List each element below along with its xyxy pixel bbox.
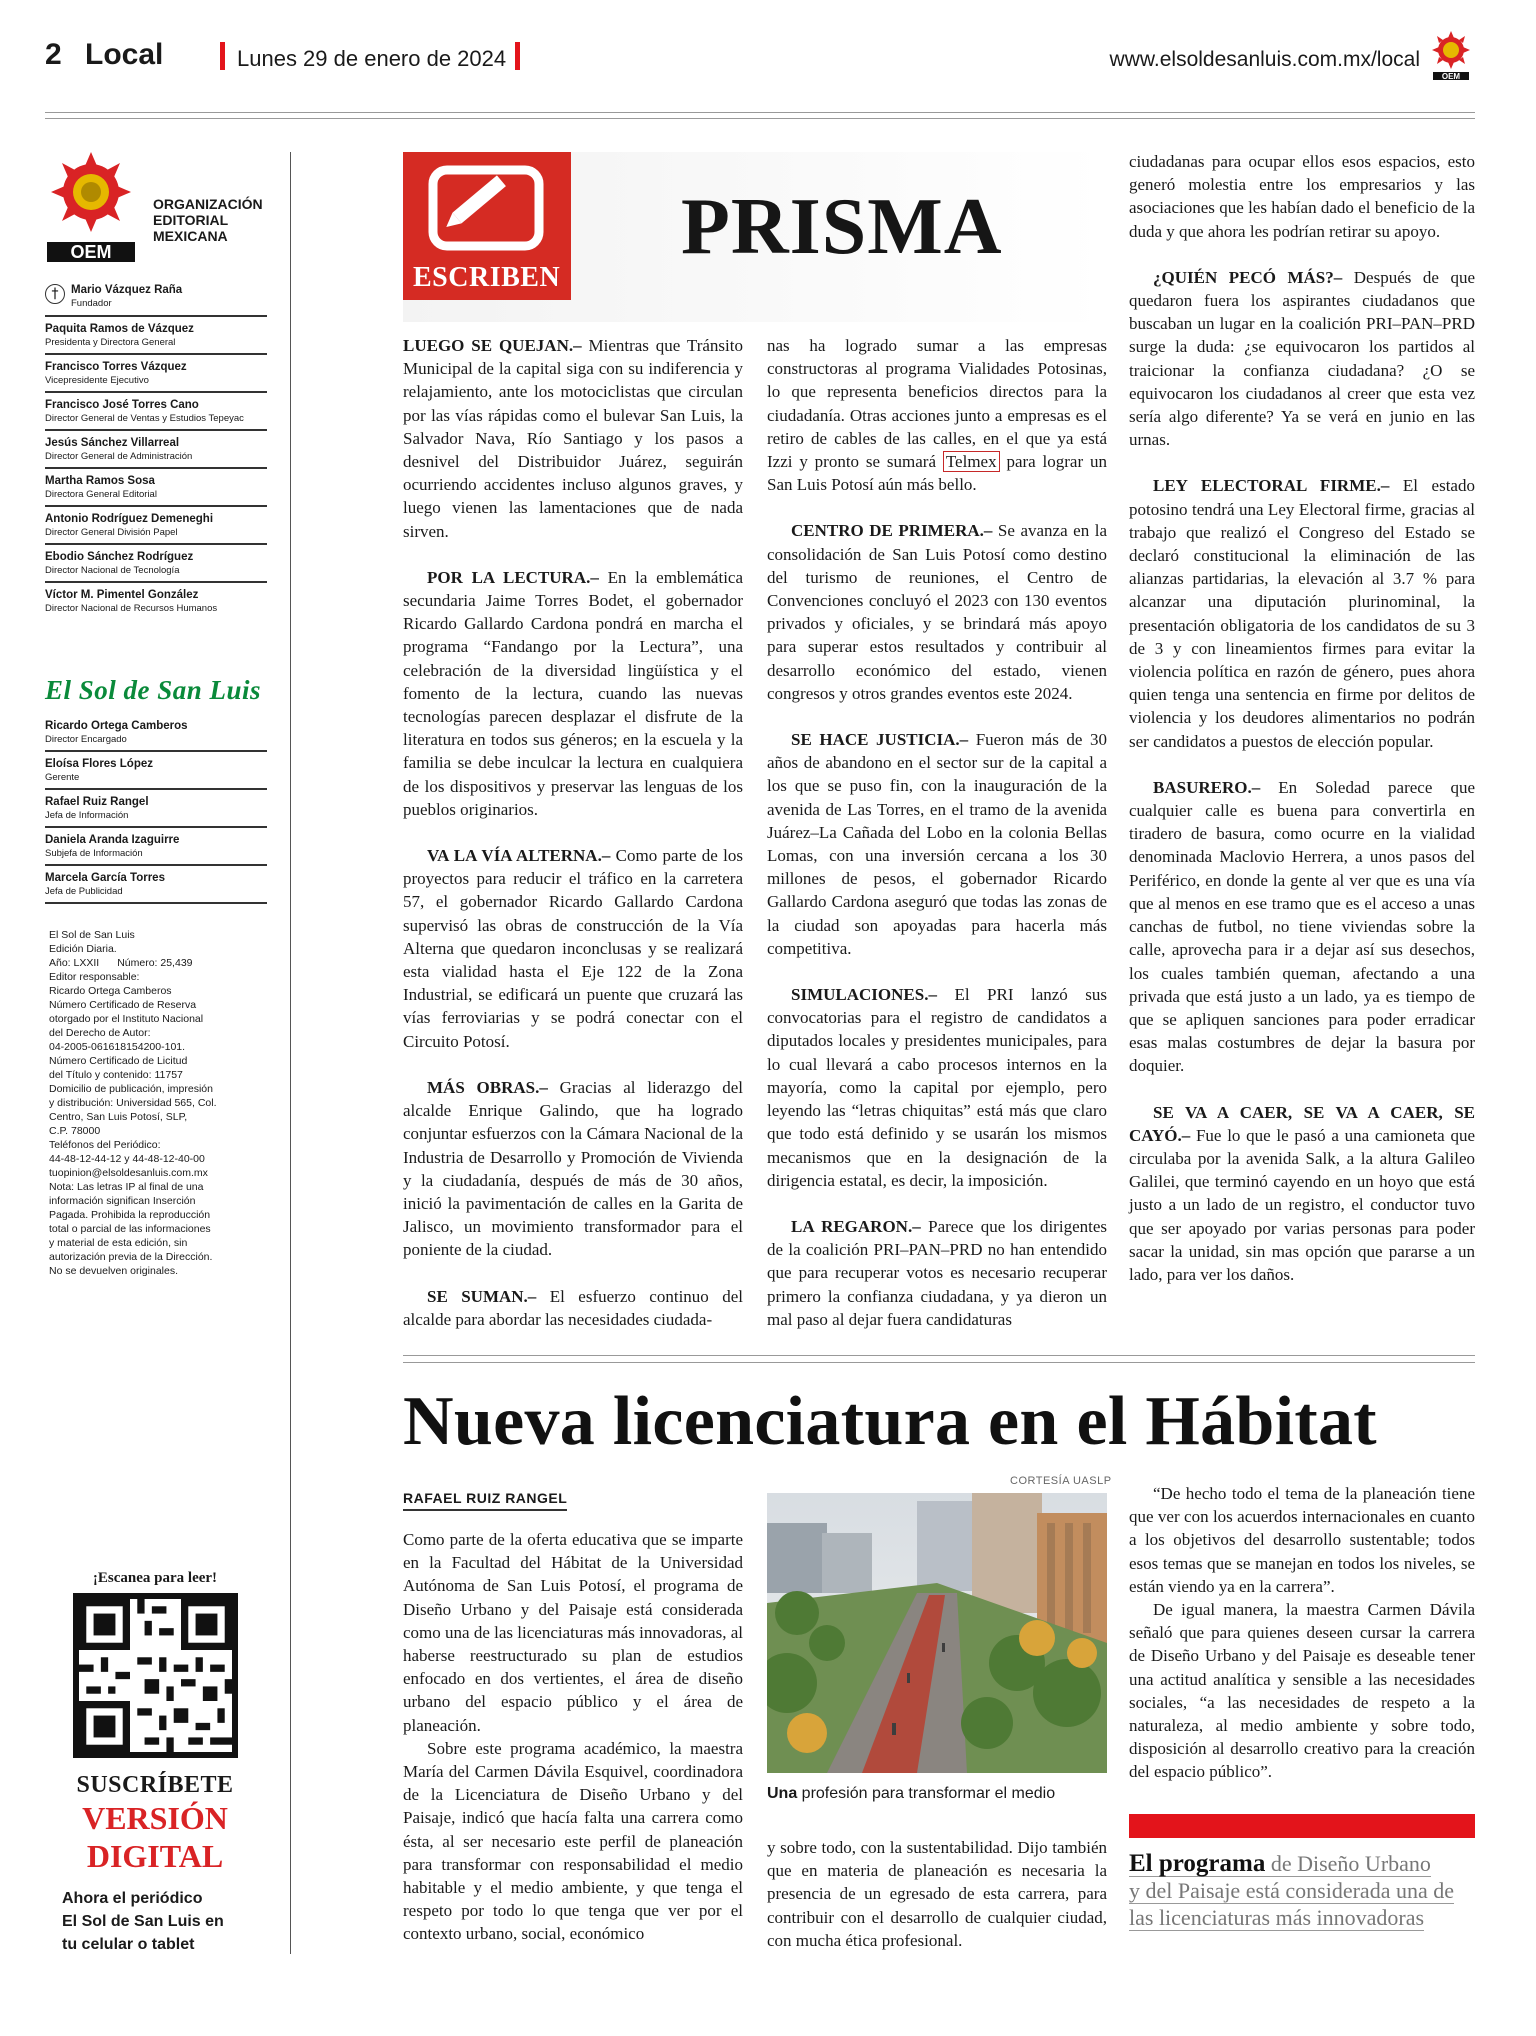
founder-entry (45, 280, 267, 317)
escriben-badge (403, 152, 571, 300)
pullquote: El programa de Diseño Urbano y del Paisaje está considerada una de las licenciaturas más innovadoras (1129, 1850, 1454, 1930)
article-photo (767, 1493, 1107, 1773)
subscribe-label: SUSCRÍBETE (76, 1772, 234, 1798)
pencil-note-icon (403, 152, 571, 262)
staff-entry: Martha Ramos Sosa Directora General Editorial (45, 469, 267, 507)
column-divider (290, 152, 291, 1954)
prisma-item: SE VA A CAER, SE VA A CAER, SE CAYÓ.– Fue lo que le pasó a una camioneta que circulaba por la avenida Salk, a la altura Galileo Galilei, que terminó cayendo en un hoyo que está justo a un lado de un registro, el conductor tuvo que ser apoyado por varias personas para poder sacar la unidad, sin mas opción que pararse a un lado, para ver los daños. (1129, 1102, 1475, 1284)
prisma-item: BASURERO.– En Soledad parece que cualquier calle es buena para convertirla en tiradero de basura, como ocurre en la vialidad denominada Maclovio Herrera, a unos pasos del Periférico, en donde la gente al ver que es una vía que al menos en ese tramo que es el acceso a unas canchas de futbol, no tiene viviendas sobre la calle, aprovecha para ir a dejar así sus desechos, los cuales también queman, afectando a una privada que está justo a un lado, ya es tiempo de que se apliquen sanciones para poder erradicar esas malas costumbres de dejar la basura por doquier. (1129, 777, 1475, 1076)
prisma-item: MÁS OBRAS.– Gracias al liderazgo del alcalde Enrique Galindo, que ha logrado conjuntar esfuerzos con la Cámara Nacional de la Industria de Desarrollo y Promoción de Vivienda y la ciudadanía, después de más de 30 años, inició la pavimentación de calles en la Garita de Jalisco, un movimiento transformador para el poniente de la ciudad. (403, 1077, 743, 1260)
newspaper-logo: El Sol de San Luis (45, 675, 262, 705)
pullquote-bar (1129, 1814, 1475, 1838)
founder-name: Mario Vázquez Raña (71, 284, 183, 296)
section-name: Local (85, 38, 164, 71)
staff-entry: Rafael Ruiz Rangel Jefa de Información (45, 790, 267, 828)
local-staff-list (45, 714, 267, 904)
page-header (45, 38, 1475, 82)
qr-code-icon[interactable] (73, 1593, 238, 1758)
article-paragraph: y sobre todo, con la sustentabilidad. Dijo también que en materia de planeación es necesaria la presencia de un egresado de esta carrera, para contribuir con el desarrollo de cualquier ciudad, con mucha ética profesional. (767, 1838, 1107, 1950)
prisma-continuation: nas ha logrado sumar a las empresas constructoras al programa Vialidades Potosinas, lo que representa beneficios directos para la ciudadanía. Otras acciones junto a empresas es el retiro de cables de las calles, en el que ya está Izzi y pronto se sumará Telmex para lograr un San Luis Potosí aún más bello. (767, 336, 1107, 495)
prisma-item: SE SUMAN.– El esfuerzo continuo del alcalde para abordar las necesidades ciudada- (403, 1286, 743, 1329)
photo-caption: Una profesión para transformar el medio (767, 1785, 1056, 1802)
oem-logo-wordmark: OEM (1441, 72, 1461, 81)
issue-date: Lunes 29 de enero de 2024 (237, 46, 507, 71)
founder-role: Fundador (71, 298, 112, 309)
staff-entry: Eloísa Flores López Gerente (45, 752, 267, 790)
contact-email[interactable]: tuopinion@elsoldesanluis.com.mx (49, 1167, 208, 1179)
oem-wordmark: OEM (70, 242, 112, 262)
digital-subscription-promo (60, 1570, 250, 1956)
staff-entry: Ebodio Sánchez Rodríguez Director Nacional de Tecnología (45, 545, 267, 583)
corporate-staff-list (45, 317, 267, 619)
prisma-column-3 (1129, 150, 1475, 1309)
staff-entry: Jesús Sánchez Villarreal Director General de Administración (45, 431, 267, 469)
org-name: ORGANIZACIÓN EDITORIAL MEXICANA (153, 196, 263, 244)
promo-tagline: Ahora el periódico El Sol de San Luis en tu celular o tablet (62, 1890, 224, 1953)
staff-entry: Ricardo Ortega Camberos Director Encargado (45, 714, 267, 752)
prisma-item: POR LA LECTURA.– En la emblemática secundaria Jaime Torres Bodet, el gobernador Ricardo Gallardo Cardona pondrá en marcha el programa “Fandango por la Lectura”, una celebración de la diversidad lingüística y el fomento de la lectura, cuando las nuevas tecnologías parecen desplazar el disfrute de la literatura en todos sus géneros; en la escuela y la familia se debe inculcar la lectura en cualquiera de los dispositivos y preservar las lenguas de los pueblos originarios. (403, 567, 744, 819)
page-number: 2 (45, 38, 62, 71)
prisma-continuation: ciudadanas para ocupar ellos esos espacios, esto generó molestia entre los empresarios y las asociaciones que les habían dado el beneficio de la duda y que ahora les podrían retirar su apoyo. (1129, 152, 1475, 241)
prisma-banner (403, 152, 1106, 322)
oem-sun-logo-icon (45, 150, 140, 270)
article-paragraph: Sobre este programa académico, la maestra María del Carmen Dávila Esquivel, coordinadora de la Licenciatura de Diseño Urbano y del Paisaje, indicó que hacía falta una carrera como ésta, al ser necesario este perfil de planeación para transformar con responsabilidad el medio habitable y el medio ambiente, y que tenga el respeto por todo lo que tenga que ver por el contexto urbano, social, económico (403, 1738, 743, 1944)
prisma-item: LA REGARON.– Parece que los dirigentes de la coalición PRI–PAN–PRD no han entendido que para recuperar votos es necesario recuperar primero la confianza ciudadana, y ya dieron un mal paso al dejar fuera candidaturas (767, 1216, 1107, 1329)
prisma-column-1 (403, 334, 743, 1354)
header-divider (220, 42, 225, 70)
staff-entry: Marcela García Torres Jefa de Publicidad (45, 866, 267, 904)
prisma-item: LEY ELECTORAL FIRME.– El estado potosino tendrá una Ley Electoral firme, gracias al trabajo que realizó el Congreso del Estado se declaró constitucional la eliminación de las alianzas partidarias, la elevación al 3.7 % para alcanzar una diputación plurinominal, la presentación obligatoria de los candidatos de su 3 de 3 y con lineamientos firmes para evitar la violencia política en razón de género, pues ahora quien tenga una sentencia en firme por delitos de violencia y los deudores alimentarios no podrán ser candidatos a puestos de elección popular. (1129, 476, 1475, 751)
prisma-item: SE HACE JUSTICIA.– Fueron más de 30 años de abandono en el sector sur de la capital a los que se puso fin, con la inauguración de la avenida de Las Torres, en el tramo de la avenida Juárez–La Cañada del Lobo en la colonia Bellas Lomas, con una inversión cercana a los 30 millones de pesos, el gobernador Ricardo Gallardo Cardona aseguró que todas las zonas de la ciudad son apoyadas para hacerla más competitiva. (767, 730, 1108, 958)
staff-entry: Paquita Ramos de Vázquez Presidenta y Directora General (45, 317, 267, 355)
prisma-column-2 (767, 334, 1107, 1354)
header-rule (45, 112, 1475, 119)
imprint: El Sol de San Luis Edición Diaria. Año: LXXII Número: 25,439 Editor responsable: Ricardo Ortega Camberos Número Certificado de Reserva otorgado por el Instituto Nacional del Derecho de Autor: 04-2005-061618154200-101. Número Certificado de Licitud del Título y contenido: 11757 Domicilio de publicación, impresión y distribución: Universidad 565, Col. Centro, San Luis Potosí, SLP, C.P. 78000 Teléfonos del Periódico: 44-48-12-44-12 y 44-48-12-40-00 tuopinion@elsoldesanluis.com.mx Nota: Las letras IP al final de una información significan Inserción Pagada. Prohibida la reproducción total o parcial de las informaciones y material de esta edición, sin autorización previa de la Dirección. No se devuelven originales. (45, 928, 267, 1278)
prisma-item: LUEGO SE QUEJAN.– Mientras que Tránsito Municipal de la capital siga con su indiferencia y relajamiento, ante los motociclistas que circulan por las vías rápidas como el bulevar San Luis, la Salvador Nava, Río Santiago y los pasos a desnivel del Distribuidor Juárez, seguirán ocurriendo accidentes incluso algunos graves, y luego vienen las lamentaciones que de nada sirven. (403, 336, 743, 541)
section-url[interactable]: www.elsoldesanluis.com.mx/local (1109, 48, 1420, 71)
staff-entry: Víctor M. Pimentel González Director Nacional de Recursos Humanos (45, 589, 218, 614)
escriben-label: ESCRIBEN (413, 262, 561, 293)
prisma-item: CENTRO DE PRIMERA.– Se avanza en la consolidación de San Luis Potosí como destino del turismo de reuniones, el Centro de Convenciones concluyó el 2023 con 130 eventos privados y oficiales, y se brindará más apoyo para superar estos resultados y contribuir al desarrollo económico del estado, vienen congresos y otros grandes eventos este 2024. (767, 521, 1107, 703)
header-divider (515, 42, 520, 70)
digital-label: DIGITAL (86, 1838, 224, 1874)
oem-sun-logo-icon (1427, 30, 1475, 82)
article-byline: RAFAEL RUIZ RANGEL (403, 1490, 567, 1511)
article-column-2 (767, 1836, 1107, 1952)
article-paragraph: “De hecho todo el tema de la planeación tiene que ver con los acuerdos internacionales en cuanto a los objetivos del desarrollo sustentable; todos esos temas que se manejan en todos los niveles, se están viendo ya en la carrera”. (1129, 1484, 1475, 1596)
prisma-item: ¿QUIÉN PECÓ MÁS?– Después de que quedaron fuera los aspirantes ciudadanos que buscaban un lugar en la coalición PRI–PAN–PRD surge la duda: ¿se equivocaron los partidos al traicionar la confianza ciudadana? ¿O se equivocaron los ciudadanos al creer que esta vez sería algo diferente? Ya se verá en junio en las urnas. (1129, 267, 1475, 450)
staff-entry: Francisco José Torres Cano Director General de Ventas y Estudios Tepeyac (45, 393, 267, 431)
version-label: VERSIÓN (82, 1800, 228, 1836)
article-paragraph: Como parte de la oferta educativa que se imparte en la Facultad del Hábitat de la Universidad Autónoma de San Luis Potosí, el programa de Diseño Urbano y del Paisaje está considerada como una de las licenciaturas más innovadoras, al haberse reestructurado su plan de estudios enfocado en dos vertientes, el área de diseño urbano del espacio público y el área de planeación. (403, 1530, 743, 1735)
prisma-item: SIMULACIONES.– El PRI lanzó sus convocatorias para el registro de candidatos a diputados locales y presidentes municipales, para lo cual llevará a cabo procesos internos en la mayoría, como la capital por ejemplo, pero leyendo las “letras chiquitas” está más que claro que todo está definido y se usarán los mismos mecanismos que en la designación de la dirigencia estatal, es decir, la imposición. (767, 985, 1107, 1190)
staff-entry: Antonio Rodríguez Demeneghi Director General División Papel (45, 507, 267, 545)
scan-prompt: ¡Escanea para leer! (92, 1570, 218, 1586)
prisma-item: VA LA VÍA ALTERNA.– Como parte de los proyectos para reducir el tráfico en la carretera 57, el gobernador Ricardo Gallardo Cardona supervisó las obras de construcción de la Vía Alterna que quedaron inconclusas y se realizará esta vialidad hasta el Eje 122 de la Zona Industrial, se edificará un puente que cruzará las vías ferroviarias y se podrá conectar con el Circuito Potosí. (403, 846, 744, 1051)
section-rule (403, 1355, 1475, 1363)
masthead (45, 150, 267, 1278)
urban-park-image (767, 1493, 1107, 1773)
staff-entry: Daniela Aranda Izaguirre Subjefa de Información (45, 828, 267, 866)
cross-icon: † (45, 284, 65, 304)
column-title: PRISMA (681, 183, 1003, 271)
oem-logo-block (45, 150, 267, 280)
article-paragraph: De igual manera, la maestra Carmen Dávila señaló que para quienes deseen cursar la carrera de Diseño Urbano y del Paisaje es deseable tener una actitud analítica y sensible a las necesidades sociales, “a las necesidades de respeto a la naturaleza, al medio ambiente y sobre todo, disposición al desarrollo creativo para la creación del espacio público”. (1129, 1600, 1475, 1782)
article-column-3 (1129, 1482, 1475, 1784)
article-headline: Nueva licenciatura en el Hábitat (403, 1383, 1377, 1460)
highlighted-word: Telmex (943, 451, 1000, 472)
article-column-1 (403, 1528, 743, 1946)
staff-entry: Francisco Torres Vázquez Vicepresidente Ejecutivo (45, 355, 267, 393)
photo-credit: CORTESÍA UASLP (1010, 1475, 1112, 1487)
